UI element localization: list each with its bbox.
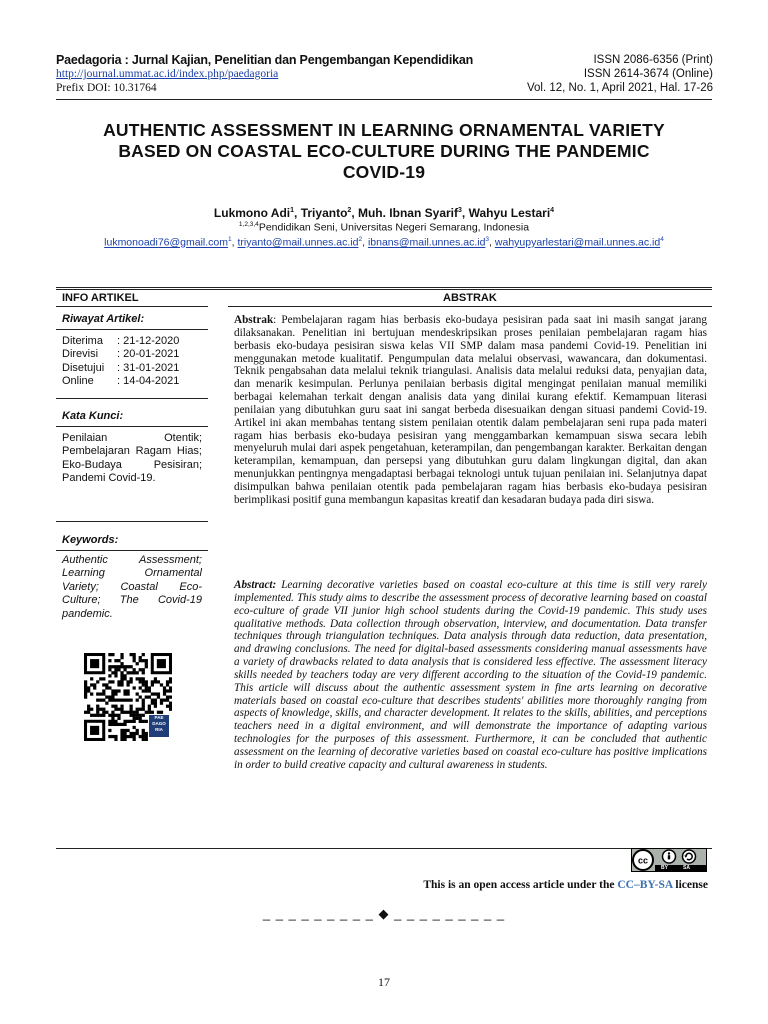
abstract-text: Learning decorative varieties based on coastal eco-culture at this time is still very rarely implemented. This study aims to describe the assessment process of decorative learning based on coastal eco-culture of grade VII junior high school students during the Covid-19 pandemic. This study uses qualitative methods. Data collection through observation, interview, and documentation. Data transfer techniques through triangulation techniques. Data analysis through data reduction, data presentation, and drawing conclusions. The need for digital-based assessments considering manual assessments have a variety of drawbacks related to data analysis that is considered less effective. The assessment literacy skills needed by teachers today are very different according to the situation of the Covid-19 pandemic. This article will discuss about the authentic assessment system in fine arts learning on decorative materials based on coastal eco-culture that describes students' abilities more thoroughly ranging from aspects of knowledge, skills, and character development. It relates to the skills, abilities, and perceptions teachers need in a digital environment, and will demonstrate the importance of adapting various technologies for the purposes of this assessment. Furthermore, it can be concluded that authentic assessment on the learning of decorative varieties based on coastal eco-culture has positive implications in order to build creative capacity and cultural awareness in students. [234,579,707,771]
history-value: : 14-04-2021 [117,375,180,387]
history-row [62,335,202,349]
email-link[interactable]: triyanto@mail.unnes.ac.id [237,236,359,249]
license-link[interactable]: CC–BY-SA [617,879,673,891]
journal-doi: Prefix DOI: 10.31764 [56,82,157,94]
section-rule-top [56,287,712,288]
abstrak-paragraph [234,314,707,507]
history-end-rule [56,398,208,399]
email-sup: 3 [485,236,490,243]
abstract-label: Abstract: [234,579,277,591]
author-name: Wahyu Lestari [468,206,551,220]
history-key: Diterima [62,334,103,347]
email-link[interactable]: wahyupyarlestari@mail.unnes.ac.id [494,236,661,249]
affiliation-sup: 1,2,3,4 [238,221,259,228]
author-sup: 2 [347,207,352,214]
abstrak-heading: ABSTRAK [443,292,497,304]
history-row [62,348,202,362]
info-head-rule [56,306,208,307]
history-key: Disetujui [62,361,105,374]
kata-kunci-block [62,410,202,486]
section-rule-top-2 [56,289,712,290]
author-sup: 4 [550,207,555,214]
title-line-3: COVID-19 [342,162,426,182]
email-sup: 2 [358,236,363,243]
header-rule [56,99,712,100]
journal-url-link[interactable]: http://journal.ummat.ac.id/index.php/paedagoria [56,68,279,80]
email-link[interactable]: lukmonoadi76@gmail.com [104,236,229,249]
title-line-1: AUTHENTIC ASSESSMENT IN LEARNING ORNAMENTAL VARIETY [103,120,665,140]
article-history [62,313,202,389]
journal-name: Paedagoria : Jurnal Kajian, Penelitian dan Pengembangan Kependidikan [56,53,474,67]
title-line-2: BASED ON COASTAL ECO-CULTURE DURING THE PANDEMIC [118,141,650,161]
author-separator: , [294,206,301,220]
abstrak-label: Abstrak [234,314,274,326]
history-row [62,375,202,389]
info-artikel-heading: INFO ARTIKEL [62,292,139,304]
license-text [423,879,708,891]
issn-online: ISSN 2614-3674 (Online) [583,68,713,80]
kata-kunci-heading: Kata Kunci: [62,410,124,422]
history-value: : 31-01-2021 [117,361,180,374]
author-name: Triyanto [300,206,348,220]
author-separator: , [351,206,358,220]
email-sup: 4 [660,236,664,243]
author-sup: 1 [290,207,295,214]
keywords-text: Authentic Assessment; Learning Ornamental Variety; Coastal Eco-Culture; The Covid-19 pandemic. [62,553,202,620]
section-divider: _ _ _ _ _ _ _ _ _ ◆ _ _ _ _ _ _ _ _ _ [262,906,506,921]
svg-text:cc: cc [637,855,649,866]
qr-logo: PAE DAGO RIA [149,715,169,737]
qr-code [84,653,172,741]
email-separator: , [231,236,238,249]
issn-block [527,53,713,95]
affiliation [56,221,712,234]
email-list [56,236,712,249]
license-prefix: This is an open access article under the [423,879,618,891]
abstrak-head-rule [228,306,712,307]
cc-by-text: BY [661,864,668,871]
abstract-paragraph [234,579,707,772]
email-separator: , [362,236,368,249]
keywords-rule [56,550,208,551]
abstrak-text: : Pembelajaran ragam hias berbasis eko-budaya pesisiran pada saat ini masih sangat jarang dilaksanakan. Penelitian ini bertujuan mendeskripsikan proses penilaian pembelajaran ragam hias berbasis eko-budaya pesisiran siswa kelas VII SMP dalam masa pandemi Covid-19. Penelitian ini menggunakan metode kualitatif. Pengumpulan data melalui observasi, wawancara, dan dokumentasi. Teknik pengabsahan data melalui teknik triangulasi. Analisis data melalui reduksi data, penyajian data, dan menarik kesimpulan. Perlunya penilaian berbasis digital mengingat penilaian manual memiliki berbagai kelemahan terkait dengan analisis data yang dinilai kurang efektif. Kemampuan literasi penilaian yang dibutuhkan guru saat ini sangat berbeda disesuaikan dengan situasi pandemi Covid-19. Artikel ini akan membahas tentang sistem penilaian otentik dalam pembelajaran seni rupa pada materi ragam hias berbasis eko-budaya pesisiran yang menggambarkan kemampuan siswa secara lebih menyeluruh mulai dari aspek pengetahuan, keterampilan, dan pengembangan karakter. Berkaitan dengan keterampilan, kemampuan, dan persepsi yang dibutuhkan guru dalam lingkungan digital, dan akan menunjukkan pentingnya mengadaptasi berbagai teknologi untuk tujuan penilaian ini. Selanjutnya dapat disimpulkan bahwa penilaian otentik pada pembelajaran ragam hias berbasis eko-budaya pesisiran berimplikasi positif guna membangun kapasitas kreatif dan kesadaran budaya pada diri siswa. [234,314,707,506]
author-sup: 3 [458,207,462,214]
author-name: Muh. Ibnan Syarif [357,206,458,220]
author-separator: , [461,206,469,220]
history-heading: Riwayat Artikel: [62,313,145,325]
license-suffix: license [672,879,708,891]
email-link[interactable]: ibnans@mail.unnes.ac.id [367,236,486,249]
volume-info: Vol. 12, No. 1, April 2021, Hal. 17-26 [526,82,713,94]
author-name: Lukmono Adi [213,206,291,220]
email-sup: 1 [228,236,232,243]
cc-sa-text: SA [683,864,690,871]
kata-kunci-rule [56,426,208,427]
issn-print: ISSN 2086-6356 (Print) [593,54,713,66]
keywords-block [62,534,202,621]
page-number: 17 [378,975,390,989]
affiliation-text: Pendidikan Seni, Universitas Negeri Semarang, Indonesia [258,221,530,234]
history-rule [56,329,208,330]
article-title [56,120,712,183]
kata-kunci-end-rule [56,521,208,522]
history-key: Direvisi [62,348,99,360]
footer-rule [56,848,712,849]
cc-by-sa-badge[interactable] [631,848,707,872]
keywords-heading: Keywords: [62,534,119,546]
history-value: : 21-12-2020 [117,334,180,347]
cc-badge-graphic [631,848,707,872]
history-row [62,362,202,376]
kata-kunci-text: Penilaian Otentik; Pembelajaran Ragam Hias; Eko-Budaya Pesisiran; Pandemi Covid-19. [62,431,202,484]
author-list [56,206,712,220]
history-key: Online [62,375,94,387]
email-separator: , [489,236,495,249]
history-value: : 20-01-2021 [117,348,180,360]
